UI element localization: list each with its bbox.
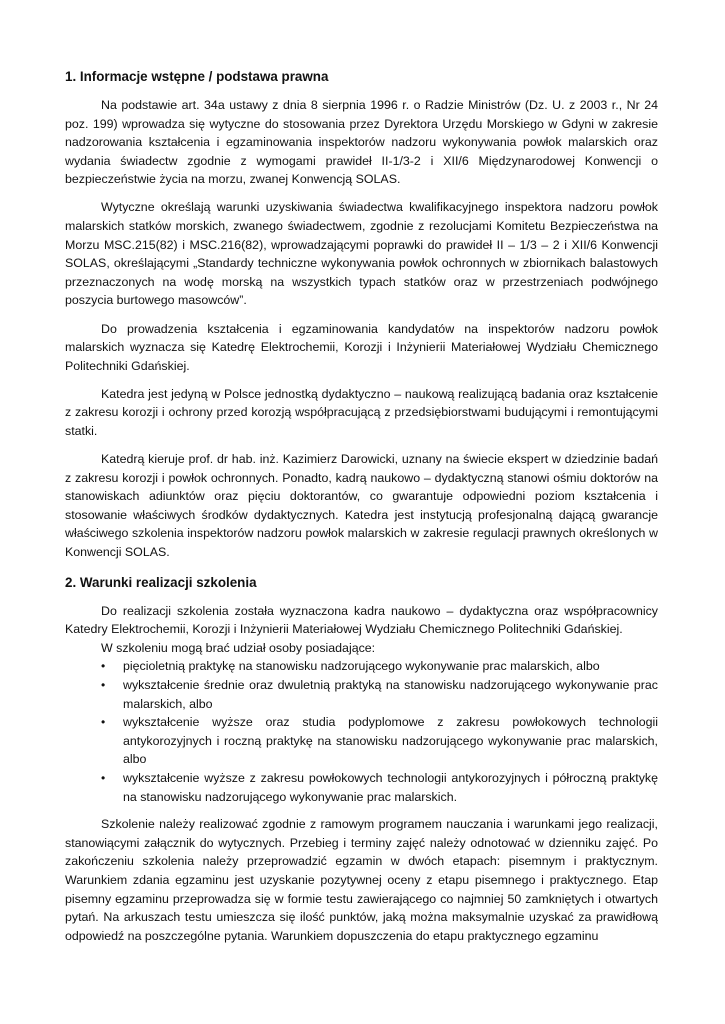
- list-item-text: wykształcenie wyższe oraz studia podyplomowe z zakresu powłokowych technologii antykorozyjnych i roczną praktykę na stanowisku nadzorującego wykonywanie prac malarskich, albo: [123, 715, 658, 767]
- section-1-paragraph: Do prowadzenia kształcenia i egzaminowania kandydatów na inspektorów nadzoru powłok malarskich wyznacza się Katedrę Elektrochemii, Korozji i Inżynierii Materiałowej Wydziału Chemicznego Politechniki Gdańskiej.: [65, 321, 658, 373]
- bullet-icon: •: [101, 771, 106, 785]
- list-item: [65, 657, 658, 676]
- section-1-paragraph: Wytyczne określają warunki uzyskiwania świadectwa kwalifikacyjnego inspektora nadzoru powłok malarskich statków morskich, zwanego świadectwem, zgodnie z rezolucjami Komitetu Bezpieczeństwa na Morzu MSC.215(82) i MSC.216(82), wprowadzającymi poprawki do prawideł II – 1/3 – 2 i XII/6 Konwencji SOLAS, określającymi „Standardy techniczne wykonywania powłok ochronnych w zbiornikach balastowych przeznaczonych na wodę morską na wszystkich typach statków oraz w przestrzeniach podwójnego poszycia burtowego masowców”.: [65, 200, 658, 308]
- section-1-heading: 1. Informacje wstępne / podstawa prawna: [65, 69, 329, 84]
- list-item: [65, 769, 658, 806]
- section-2-list-intro: W szkoleniu mogą brać udział osoby posiadające:: [101, 640, 376, 655]
- section-1-paragraph: Katedrą kieruje prof. dr hab. inż. Kazimierz Darowicki, uznany na świecie ekspert w dziedzinie badań z zakresu korozji i powłok ochronnych. Ponadto, kadrą naukowo – dydaktyczną stanowi ośmiu doktorów na stanowiskach adiunktów oraz pięciu doktorantów, co gwarantuje odpowiedni poziom kształcenia i stosowanie właściwych środków dydaktycznych. Katedra jest instytucją profesjonalną dającą gwarancje właściwego szkolenia inspektorów nadzoru powłok malarskich w zakresie regulacji prawnych określonych w Konwencji SOLAS.: [65, 452, 658, 560]
- document-page: [65, 68, 658, 945]
- section-1-paragraph: Na podstawie art. 34a ustawy z dnia 8 sierpnia 1996 r. o Radzie Ministrów (Dz. U. z 2003 r., Nr 24 poz. 199) wprowadza się wytyczne do stosowania przez Dyrektora Urzędu Morskiego w Gdyni w zakresie nadzorowania kształcenia i egzaminowania inspektorów nadzoru wykonywania powłok malarskich oraz wydania świadectw zgodnie z wymogami prawideł II-1/3-2 i XII/6 Międzynarodowej Konwencji o bezpieczeństwie życia na morzu, zwanej Konwencją SOLAS.: [65, 98, 658, 187]
- section-2-closing-paragraph: Szkolenie należy realizować zgodnie z ramowym programem nauczania i warunkami jego realizacji, stanowiącymi załącznik do wytycznych. Przebieg i terminy zajęć należy odnotować w dzienniku zajęć. Po zakończeniu szkolenia należy przeprowadzić egzamin w dwóch etapach: pisemnym i praktycznym. Warunkiem zdania egzaminu jest uzyskanie pozytywnej oceny z etapu pisemnego i praktycznego. Etap pisemny egzaminu przeprowadza się w formie testu zawierającego co najmniej 50 zamkniętych i otwartych pytań. Na arkuszach testu umieszcza się ilość punktów, jaką można maksymalnie uzyskać za prawidłową odpowiedź na poszczególne pytania. Warunkiem dopuszczenia do etapu praktycznego egzaminu: [65, 817, 658, 943]
- section-2-heading: 2. Warunki realizacji szkolenia: [65, 574, 257, 590]
- bullet-icon: •: [101, 678, 106, 693]
- list-item-text: wykształcenie wyższe z zakresu powłokowych technologii antykorozyjnych i półroczną praktykę na stanowisku nadzorującego wykonywanie prac malarskich.: [123, 771, 658, 804]
- section-1-paragraph: Katedra jest jedyną w Polsce jednostką dydaktyczno – naukową realizującą badania oraz kształcenie z zakresu korozji i ochrony przed korozją współpracującą z przedsiębiorstwami budującymi i remontującymi statki.: [65, 386, 658, 438]
- list-item-text: wykształcenie średnie oraz dwuletnią praktyką na stanowisku nadzorującego wykonywanie prac malarskich, albo: [123, 678, 658, 711]
- list-item: [65, 676, 658, 713]
- list-item: [65, 713, 658, 769]
- bullet-icon: •: [101, 715, 106, 730]
- eligibility-list: [65, 657, 658, 806]
- list-item-text: pięcioletnią praktykę na stanowisku nadzorującego wykonywanie prac malarskich, albo: [123, 659, 600, 674]
- section-2-intro: Do realizacji szkolenia została wyznaczona kadra naukowo – dydaktyczna oraz współpracownicy Katedry Elektrochemii, Korozji i Inżynierii Materiałowej Wydziału Chemicznego Politechniki Gdańskiej.: [65, 603, 658, 637]
- bullet-icon: •: [101, 659, 106, 674]
